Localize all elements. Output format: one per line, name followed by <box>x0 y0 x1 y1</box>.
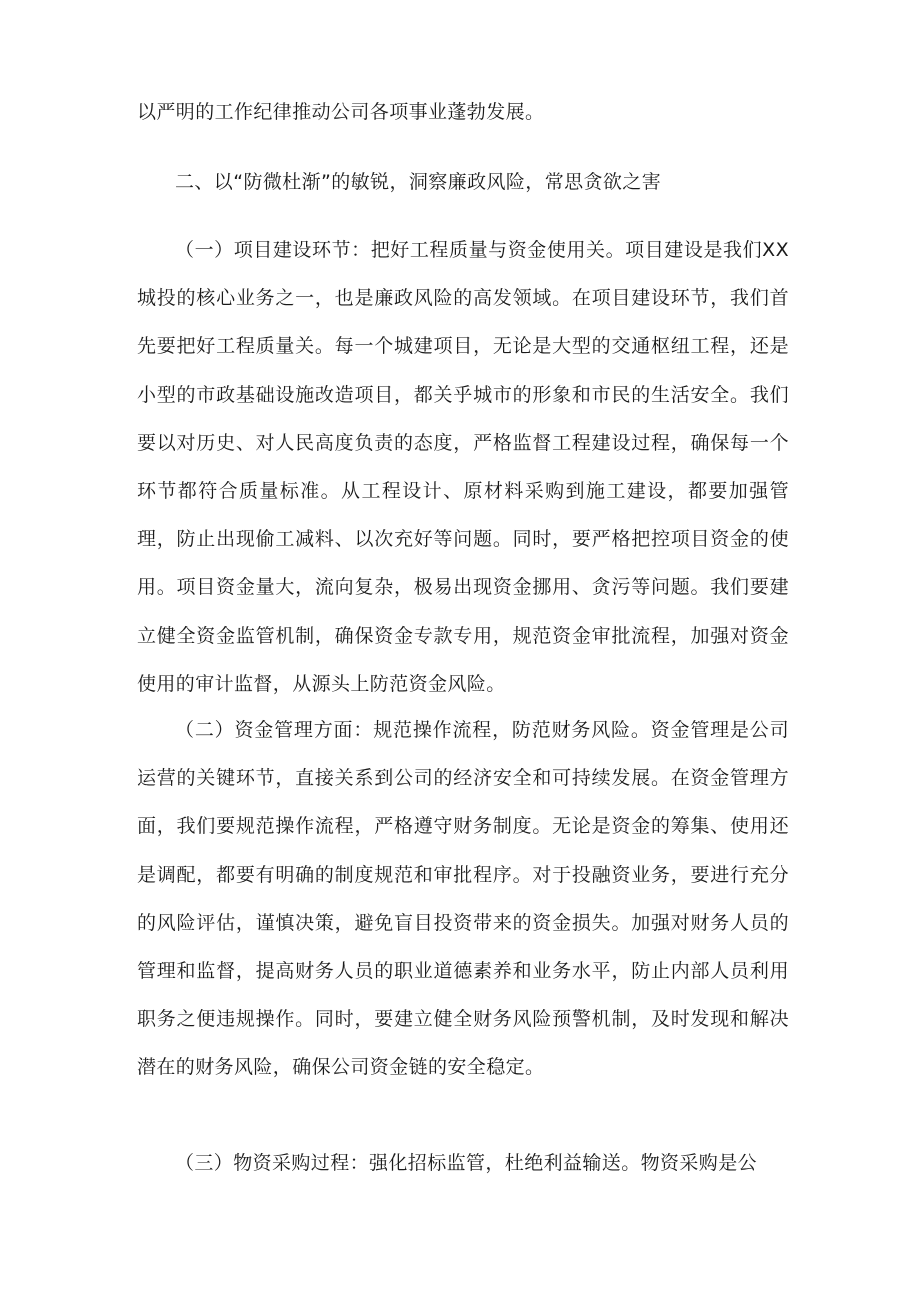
paragraph-project-construction: （一）项目建设环节：把好工程质量与资金使用关。项目建设是我们XX城投的核心业务之一，也是廉政风险的高发领域。在项目建设环节，我们首先要把好工程质量关。每一个城建项目，无论是大型的交通枢纽工程，还是小型的市政基础设施改造项目，都关乎城市的形象和市民的生活安全。我们要以对历史、对人民高度负责的态度，严格监督工程建设过程，确保每一个环节都符合质量标准。从工程设计、原材料采购到施工建设，都要加强管理，防止出现偷工减料、以次充好等问题。同时，要严格把控项目资金的使用。项目资金量大，流向复杂，极易出现资金挪用、贪污等问题。我们要建立健全资金监管机制，确保资金专款专用，规范资金审批流程，加强对资金使用的审计监督，从源头上防范资金风险。 <box>137 239 789 695</box>
paragraph-fund-management: （二）资金管理方面：规范操作流程，防范财务风险。资金管理是公司运营的关键环节，直接关系到公司的经济安全和可持续发展。在资金管理方面，我们要规范操作流程，严格遵守财务制度。无论是资金的筹集、使用还是调配，都要有明确的制度规范和审批程序。对于投融资业务，要进行充分的风险评估，谨慎决策，避免盲目投资带来的资金损失。加强对财务人员的管理和监督，提高财务人员的职业道德素养和业务水平，防止内部人员利用职务之便违规操作。同时，要建立健全财务风险预警机制，及时发现和解决潜在的财务风险，确保公司资金链的安全稳定。 <box>137 719 789 1079</box>
continuation-text: 以严明的工作纪律推动公司各项事业蓬勃发展。 <box>137 101 545 123</box>
section-heading: 二、以“防微杜渐”的敏锐，洞察廉政风险，常思贪欲之害 <box>175 171 662 193</box>
paragraph-material-procurement: （三）物资采购过程：强化招标监管，杜绝利益输送。物资采购是公 <box>175 1152 758 1174</box>
